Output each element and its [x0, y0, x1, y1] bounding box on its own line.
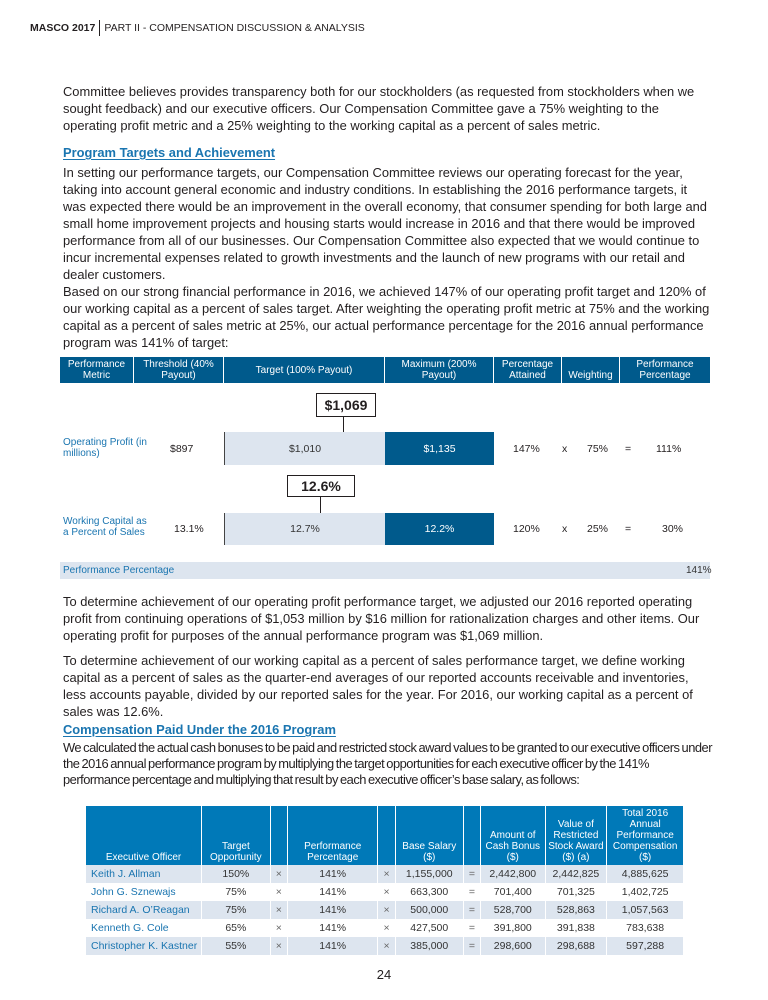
table-cell: ×	[378, 901, 395, 919]
maximum-bar: 12.2%	[385, 513, 494, 545]
target-bar: 12.7%	[224, 513, 385, 545]
table-cell: ×	[378, 919, 395, 937]
table-cell: ×	[378, 865, 395, 883]
col-header: Total 2016 Annual Performance Compensation ($)	[607, 806, 683, 865]
times: x	[562, 523, 568, 535]
table-cell: 1,155,000	[395, 865, 463, 883]
perf-table-header	[60, 357, 710, 383]
table-cell: =	[463, 865, 480, 883]
table-cell: 385,000	[395, 937, 463, 955]
table-cell: ×	[378, 883, 395, 901]
table-cell: 65%	[202, 919, 271, 937]
table-cell: 141%	[287, 883, 378, 901]
col-header: Base Salary ($)	[395, 806, 463, 865]
table-row	[86, 883, 683, 901]
weighting: 25%	[587, 523, 609, 535]
col-header: Target Opportunity	[202, 806, 271, 865]
col-header: Executive Officer	[86, 806, 202, 865]
table-cell: 391,800	[481, 919, 545, 937]
table-cell: 663,300	[395, 883, 463, 901]
table-cell: 701,325	[545, 883, 607, 901]
attained: 147%	[513, 443, 540, 455]
table-cell: ×	[270, 937, 287, 955]
metric-label: Working Capital as a Percent of Sales	[63, 516, 147, 538]
table-cell: =	[463, 901, 480, 919]
table-cell: 528,700	[481, 901, 545, 919]
times: x	[562, 443, 568, 455]
performance-total-row	[60, 562, 710, 579]
weighting: 75%	[587, 443, 609, 455]
table-cell: 391,838	[545, 919, 607, 937]
officer-name: Keith J. Allman	[86, 865, 202, 883]
table-cell: 298,600	[481, 937, 545, 955]
officer-name: Richard A. O’Reagan	[86, 901, 202, 919]
page-number: 24	[376, 967, 392, 982]
page-header	[30, 20, 365, 36]
table-cell: ×	[270, 901, 287, 919]
paragraph: To determine achievement of our working capital as a percent of sales performance target, we define working capital as a percent of sales as the quarter-end averages of our reported accounts receivable and inventories, less accounts payable, divided by our reported sales for the year. For 2016, our working capital as a percent of sales was 12.6%.	[63, 653, 693, 719]
table-cell: 75%	[202, 901, 271, 919]
paragraph: To determine achievement of our operating profit performance target, we adjusted our 2016 reported operating profit from continuing operations of $1,053 million by $16 million for rationalization charges and other items. Our operating profit for purposes of the annual performance program was $1,069 million.	[63, 594, 700, 643]
paragraph: We calculated the actual cash bonuses to be paid and restricted stock award values to be granted to our executive officers under the 2016 annual performance program by multiplying the target opportunities for each executive officer by the 141% performance percentage and multiplying that result by each executive officer’s base salary, as follows:	[63, 740, 713, 787]
result: 30%	[662, 523, 684, 535]
paragraph: Based on our strong financial performance in 2016, we achieved 147% of our operating profit target and 120% of our working capital as a percent of sales target. After weighting the operating profit metric at 75% and the working capital as a percent of sales metric at 25%, our actual performance percentage for the 2016 annual performance program was 141% of target:	[63, 284, 710, 350]
table-cell: 1,057,563	[607, 901, 683, 919]
table-cell: ×	[270, 865, 287, 883]
col-header: Threshold (40% Payout)	[134, 357, 224, 383]
table-row	[86, 919, 683, 937]
table-row	[86, 865, 683, 883]
table-row	[86, 901, 683, 919]
table-cell: 141%	[287, 937, 378, 955]
col-header: Amount of Cash Bonus ($)	[481, 806, 545, 865]
equals: =	[625, 523, 632, 535]
table-header	[86, 806, 683, 865]
col-header: Percentage Attained	[494, 357, 562, 383]
col-header: Weighting	[562, 357, 620, 383]
maximum-bar: $1,135	[385, 432, 494, 465]
heading-program-targets: Program Targets and Achievement	[63, 145, 276, 160]
metric-label: Operating Profit (in millions)	[63, 437, 147, 459]
compensation-table	[86, 806, 683, 955]
paragraph: In setting our performance targets, our Compensation Committee reviews our operating forecast for the year, taking into account general economic and industry conditions. In establishing the 2016 performance targets, it was expected there would be an improvement in the overall economy, that consumer spending for both large and small home improvement projects and housing starts would increase in 2016 and that there would be improved performance from all of our businesses. Our Compensation Committee also expected that we would continue to incur incremental expenses related to growth investments and the launch of new programs with our retail and dealer customers.	[63, 165, 707, 282]
table-cell: 528,863	[545, 901, 607, 919]
table-cell: 55%	[202, 937, 271, 955]
table-cell: 597,288	[607, 937, 683, 955]
attained: 120%	[513, 523, 540, 535]
heading-compensation-paid: Compensation Paid Under the 2016 Program	[63, 722, 336, 737]
table-cell: 298,688	[545, 937, 607, 955]
section-title: PART II - COMPENSATION DISCUSSION & ANALYSIS	[104, 22, 365, 34]
table-cell: 75%	[202, 883, 271, 901]
col-header: Maximum (200% Payout)	[385, 357, 494, 383]
officer-name: Kenneth G. Cole	[91, 922, 169, 934]
table-cell: =	[463, 919, 480, 937]
table-cell: 783,638	[607, 919, 683, 937]
col-header: Performance Percentage	[636, 359, 694, 381]
threshold: 13.1%	[174, 523, 204, 535]
total-value: 141%	[686, 565, 712, 576]
table-cell: 150%	[202, 865, 271, 883]
table-cell: 141%	[287, 919, 378, 937]
table-cell: 1,402,725	[607, 883, 683, 901]
target-bar: $1,010	[224, 432, 385, 465]
table-cell: ×	[378, 937, 395, 955]
table-cell: 2,442,800	[481, 865, 545, 883]
table-cell: 2,442,825	[545, 865, 607, 883]
table-cell: ×	[270, 883, 287, 901]
table-cell: =	[463, 937, 480, 955]
table-cell: 141%	[287, 865, 378, 883]
actual-value-callout: 12.6%	[287, 475, 355, 497]
result: 111%	[656, 443, 682, 455]
table-cell: 427,500	[395, 919, 463, 937]
table-cell: 141%	[287, 901, 378, 919]
table-cell: 500,000	[395, 901, 463, 919]
equals: =	[625, 443, 632, 455]
col-header: Performance Percentage	[287, 806, 378, 865]
officer-name: John G. Sznewajs	[91, 886, 176, 898]
brand: MASCO 2017	[30, 22, 96, 34]
table-cell: 701,400	[481, 883, 545, 901]
col-header: Performance Metric	[60, 357, 134, 383]
threshold: $897	[170, 443, 194, 455]
divider	[99, 20, 100, 36]
table-cell: 4,885,625	[607, 865, 683, 883]
table-row	[86, 937, 683, 955]
col-header: Target (100% Payout)	[224, 357, 385, 383]
paragraph: Committee believes provides transparency both for our stockholders (as requested from stockholders when we sought feedback) and our executive officers. Our Compensation Committee gave a 75% weighting to the operating profit metric and a 25% weighting to the working capital as a percent of sales metric.	[63, 84, 695, 133]
col-header	[270, 806, 287, 865]
officer-name: Christopher K. Kastner	[86, 937, 202, 955]
col-header	[463, 806, 480, 865]
actual-value-callout: $1,069	[316, 393, 376, 417]
total-label: Performance Percentage	[63, 565, 175, 576]
col-header: Value of Restricted Stock Award ($) (a)	[545, 806, 607, 865]
col-header	[378, 806, 395, 865]
table-cell: ×	[270, 919, 287, 937]
table-cell: =	[463, 883, 480, 901]
